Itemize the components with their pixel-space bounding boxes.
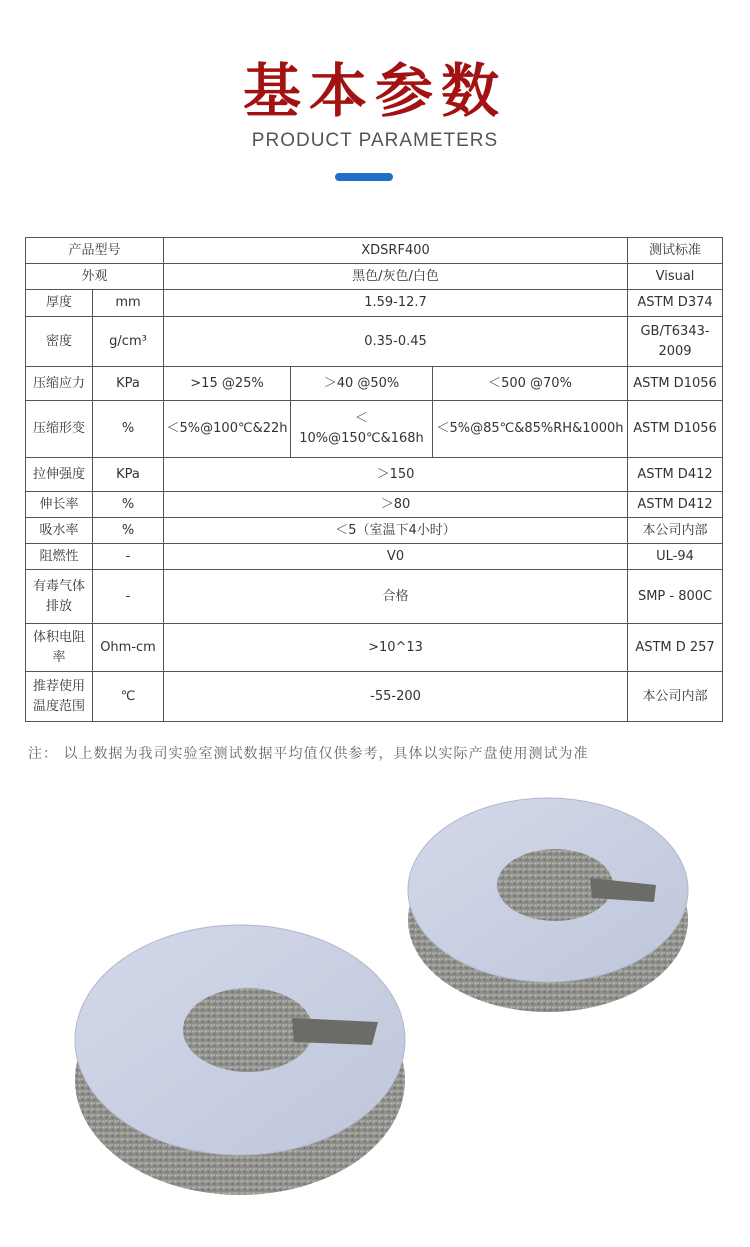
param-label: 外观 (26, 264, 164, 290)
table-row (26, 492, 723, 518)
param-label: 吸水率 (26, 518, 93, 544)
table-row (26, 264, 723, 290)
param-unit: % (93, 492, 164, 518)
param-value: V0 (164, 544, 628, 570)
param-value: >10^13 (164, 624, 628, 672)
param-value: XDSRF400 (164, 238, 628, 264)
param-unit: KPa (93, 458, 164, 492)
param-value: ＞80 (164, 492, 628, 518)
param-label: 产品型号 (26, 238, 164, 264)
test-standard: 本公司内部 (628, 518, 723, 544)
param-unit: % (93, 518, 164, 544)
param-label: 阻燃性 (26, 544, 93, 570)
param-unit: g/cm³ (93, 317, 164, 367)
param-label: 伸长率 (26, 492, 93, 518)
table-row (26, 544, 723, 570)
product-photo (0, 790, 750, 1230)
param-value: ＜5%@85℃&85%RH&1000h (433, 401, 628, 458)
param-unit: - (93, 544, 164, 570)
parameter-table (25, 237, 723, 722)
table-row (26, 317, 723, 367)
param-value: ＜5（室温下4小时） (164, 518, 628, 544)
param-label: 推荐使用温度范围 (26, 672, 93, 722)
param-value: ＜10%@150℃&168h (291, 401, 433, 458)
test-standard: 测试标准 (628, 238, 723, 264)
param-label: 拉伸强度 (26, 458, 93, 492)
param-label: 密度 (26, 317, 93, 367)
title-accent-bar (335, 173, 393, 181)
table-row (26, 458, 723, 492)
test-standard: ASTM D1056 (628, 401, 723, 458)
param-label: 压缩形变 (26, 401, 93, 458)
param-unit: mm (93, 290, 164, 317)
param-value: 黑色/灰色/白色 (164, 264, 628, 290)
table-row (26, 367, 723, 401)
param-label: 厚度 (26, 290, 93, 317)
table-row (26, 290, 723, 317)
page-subtitle: PRODUCT PARAMETERS (251, 130, 499, 151)
page-title: 基本参数 (242, 57, 507, 125)
test-standard: ASTM D 257 (628, 624, 723, 672)
table-row (26, 570, 723, 624)
table-row (26, 401, 723, 458)
param-unit: Ohm-cm (93, 624, 164, 672)
param-value: >15 @25% (164, 367, 291, 401)
test-standard: ASTM D412 (628, 492, 723, 518)
param-value: ＞150 (164, 458, 628, 492)
param-unit: % (93, 401, 164, 458)
gasket-right (408, 798, 688, 1012)
test-standard: ASTM D374 (628, 290, 723, 317)
disclaimer-note: 注： 以上数据为我司实验室测试数据平均值仅供参考，具体以实际产盘使用测试为准 (28, 746, 589, 762)
test-standard: Visual (628, 264, 723, 290)
param-value: 0.35-0.45 (164, 317, 628, 367)
table-row (26, 672, 723, 722)
test-standard: ASTM D412 (628, 458, 723, 492)
test-standard: UL-94 (628, 544, 723, 570)
gasket-slot (292, 1018, 378, 1045)
table-row (26, 518, 723, 544)
param-unit: - (93, 570, 164, 624)
table-row (26, 238, 723, 264)
param-label: 压缩应力 (26, 367, 93, 401)
param-label: 有毒气体排放 (26, 570, 93, 624)
test-standard: 本公司内部 (628, 672, 723, 722)
test-standard: SMP - 800C (628, 570, 723, 624)
gasket-left (75, 925, 405, 1195)
param-value: 1.59-12.7 (164, 290, 628, 317)
param-label: 体积电阻率 (26, 624, 93, 672)
param-value: -55-200 (164, 672, 628, 722)
param-value: ＜5%@100℃&22h (164, 401, 291, 458)
param-unit: KPa (93, 367, 164, 401)
param-unit: ℃ (93, 672, 164, 722)
param-value: ＜500 @70% (433, 367, 628, 401)
test-standard: ASTM D1056 (628, 367, 723, 401)
param-value: ＞40 @50% (291, 367, 433, 401)
table-row (26, 624, 723, 672)
param-value: 合格 (164, 570, 628, 624)
test-standard: GB/T6343-2009 (628, 317, 723, 367)
